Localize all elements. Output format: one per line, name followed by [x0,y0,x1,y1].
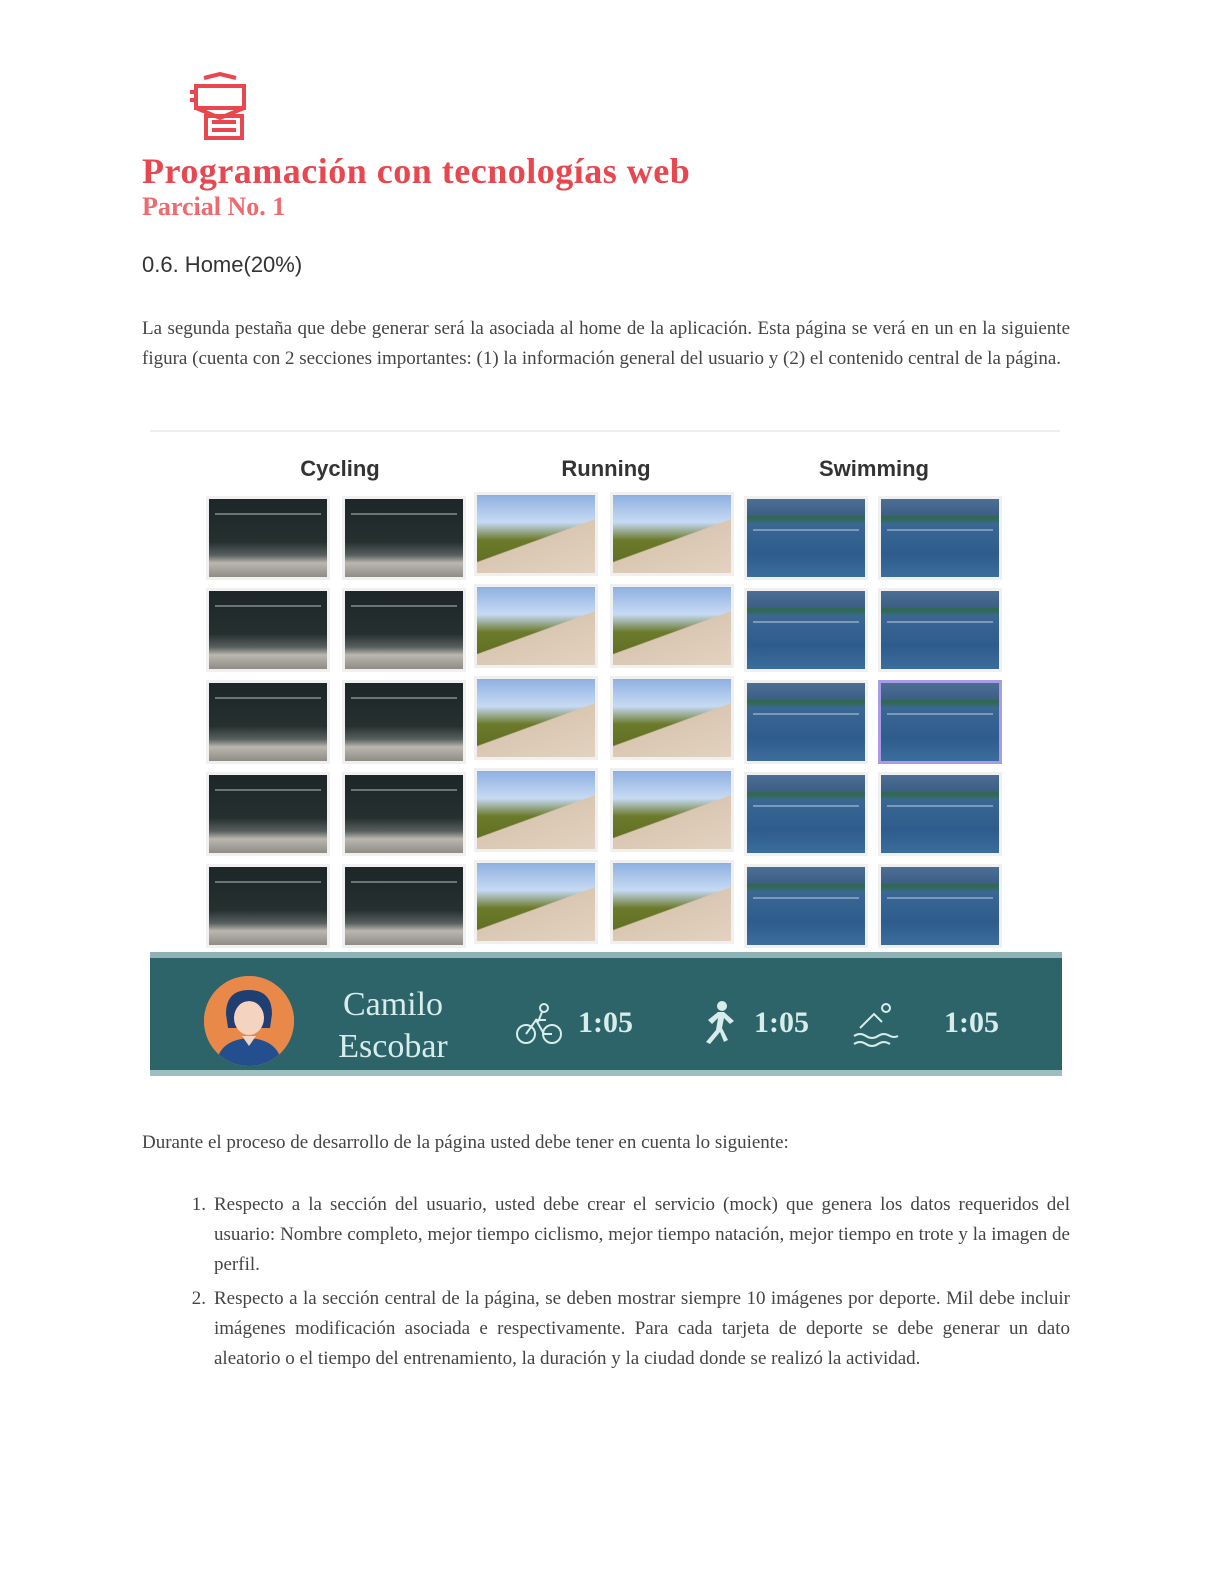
cycling-icon [514,998,564,1048]
running-image-tile[interactable] [610,768,734,852]
swimming-image-tile[interactable] [744,588,868,672]
section-heading: 0.6. Home(20%) [142,252,303,277]
running-image-tile[interactable] [474,492,598,576]
swimming-image-tile[interactable] [878,864,1002,948]
list-item-text: Respecto a la sección central de la página, se deben mostrar siempre 10 imágenes por deporte. Mil debe incluir imágenes modificación asociada e respectivamente. Para cada tarjeta de deporte se debe generar un dato aleatorio o el tiempo del entrenamiento, la duración y la ciudad donde se realizó la actividad. [214,1288,1070,1369]
swimming-image-tile[interactable] [878,496,1002,580]
column-label-cycling: Cycling [300,456,380,481]
user-profile-bar [150,952,1062,1076]
list-item-text: Respecto a la sección del usuario, usted debe crear el servicio (mock) que genera los datos requeridos del usuario: Nombre completo, mejor tiempo ciclismo, mejor tiempo natación, mejor tiempo en trote y la imagen de perfil. [214,1194,1070,1275]
swimming-image-tile[interactable] [878,588,1002,672]
document-subtitle: Parcial No. 1 [142,192,286,221]
university-logo-icon [186,72,254,142]
cycling-image-tile[interactable] [206,588,330,672]
running-image-tile[interactable] [610,492,734,576]
running-best-time: 1:05 [754,1006,809,1039]
swimming-best-time: 1:05 [944,1006,999,1039]
list-item [142,1190,1070,1280]
swimming-image-tile[interactable] [744,680,868,764]
swimming-image-tile-selected[interactable] [878,680,1002,764]
running-icon [690,998,740,1048]
column-label-swimming: Swimming [818,456,929,481]
running-image-tile[interactable] [474,584,598,668]
cycling-image-tile[interactable] [206,772,330,856]
list-item [142,1284,1070,1374]
cycling-image-tile[interactable] [342,864,466,948]
cycling-image-tile[interactable] [342,680,466,764]
avatar-person-icon [204,976,294,1066]
stat-cycling [514,998,633,1048]
cycling-best-time: 1:05 [578,1006,633,1039]
running-image-tile[interactable] [474,860,598,944]
cycling-image-tile[interactable] [206,680,330,764]
running-image-tile[interactable] [610,584,734,668]
cycling-image-tile[interactable] [342,588,466,672]
stat-running [690,998,809,1048]
cycling-image-tile[interactable] [206,864,330,948]
running-image-tile[interactable] [610,860,734,944]
list-item-number: 2. [191,1288,206,1309]
swimming-image-tile[interactable] [744,772,868,856]
document-title: Programación con tecnologías web [142,151,691,191]
swimming-image-tile[interactable] [744,496,868,580]
list-item-number: 1. [191,1194,206,1215]
requirements-intro: Durante el proceso de desarrollo de la página usted debe tener en cuenta lo siguiente: [142,1132,789,1153]
figure-divider [150,430,1060,432]
user-last-name: Escobar [338,1028,448,1065]
cycling-image-tile[interactable] [342,772,466,856]
swimming-icon [850,998,900,1048]
requirements-list [142,1190,1070,1378]
intro-paragraph: La segunda pestaña que debe generar será la asociada al home de la aplicación. Esta página se verá en un en la siguiente figura (cuenta con 2 secciones importantes: (1) la información general del usuario y (2) el contenido central de la página. [142,318,1070,369]
cycling-image-tile[interactable] [342,496,466,580]
stat-swimming [850,998,999,1048]
running-image-tile[interactable] [474,768,598,852]
sport-image-grid [206,492,1006,952]
user-first-name: Camilo [342,986,444,1023]
running-image-tile[interactable] [610,676,734,760]
swimming-image-tile[interactable] [878,772,1002,856]
swimming-image-tile[interactable] [744,864,868,948]
cycling-image-tile[interactable] [206,496,330,580]
column-label-running: Running [561,456,651,481]
user-full-name [318,984,468,1068]
running-image-tile[interactable] [474,676,598,760]
avatar[interactable] [204,976,294,1066]
